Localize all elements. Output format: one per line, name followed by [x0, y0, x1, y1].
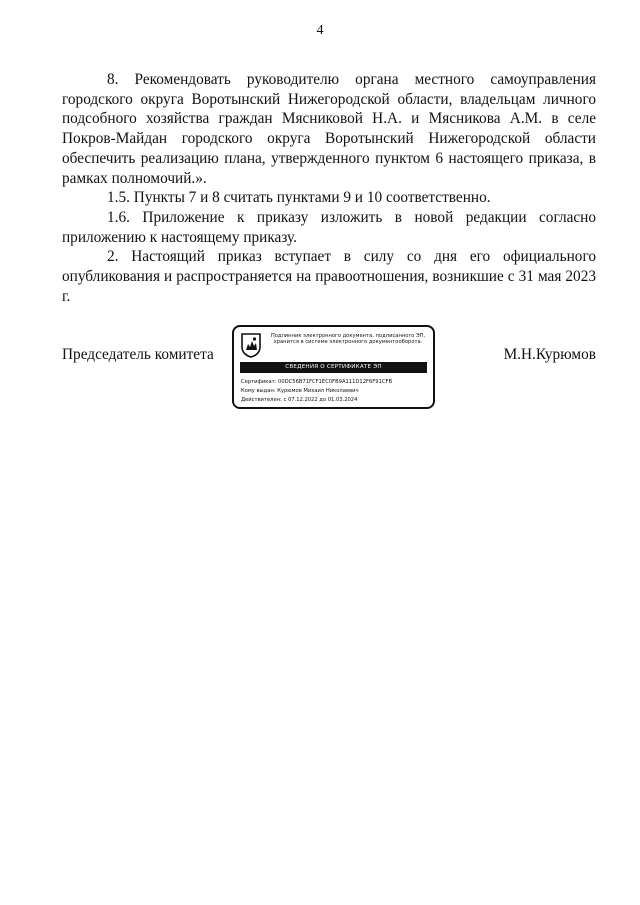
validity-row	[241, 396, 429, 405]
paragraph-item-1-5: 1.5. Пункты 7 и 8 считать пунктами 9 и 10 соответственно.	[107, 189, 491, 207]
signatory-position: Председатель комитета	[62, 346, 214, 363]
page-number: 4	[316, 23, 324, 38]
document-body	[62, 70, 596, 306]
certificate-label: Сертификат:	[241, 379, 277, 385]
stamp-banner: СВЕДЕНИЯ О СЕРТИФИКАТЕ ЭП	[240, 362, 427, 373]
paragraph-item-2: 2. Настоящий приказ вступает в силу со дня его официального опубликования и распространяется на правоотношения, возникшие с 31 мая 2023 г.	[62, 248, 596, 305]
paragraph-item-1-6: 1.6. Приложение к приказу изложить в новой редакции согласно приложению к настоящему приказу.	[62, 208, 596, 246]
signatory-name: М.Н.Курюмов	[503, 346, 596, 363]
issued-to-label: Кому выдан:	[241, 388, 276, 394]
validity-label: Действителен:	[241, 397, 282, 403]
issued-to-row	[241, 387, 429, 396]
stamp-notice: Подлинник электронного документа, подписанного ЭП, хранится в системе электронного документооборота.	[270, 333, 426, 346]
issued-to-value: Курюмов Михаил Николаевич	[277, 388, 359, 394]
coat-of-arms-icon	[240, 332, 262, 358]
certificate-details	[241, 378, 429, 405]
certificate-row	[241, 378, 429, 387]
paragraph-item-8: 8. Рекомендовать руководителю органа местного самоуправления городского округа Воротынский Нижегородской области, владельцам личного подсобного хозяйства граждан Мясниковой Н.А. и Мясникова А.М. в селе Покров-Майдан городского округа Воротынский Нижегородской области обеспечить реализацию плана, утвержденного пунктом 6 настоящего приказа, в рамках полномочий.».	[62, 71, 596, 187]
certificate-value: 00DC56B71FCF1EC0FB9A111D12F6F91CFB	[278, 379, 393, 385]
electronic-signature-stamp	[232, 325, 435, 409]
validity-value: с 07.12.2022 до 01.03.2024	[283, 397, 358, 403]
